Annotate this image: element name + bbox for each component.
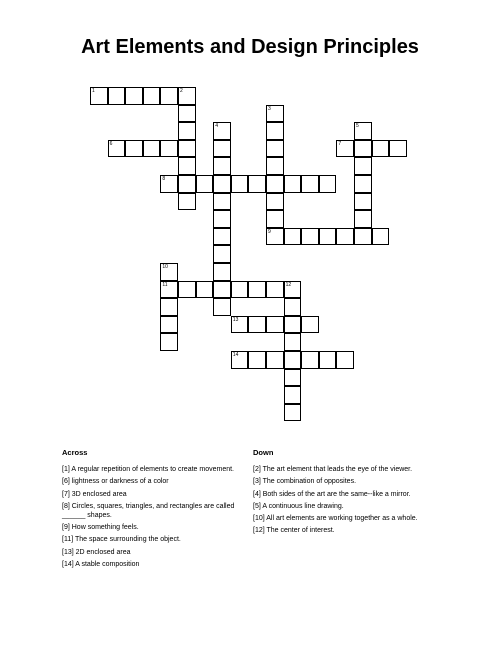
clue-number: 14	[232, 352, 239, 358]
down-clue-list	[253, 465, 443, 535]
grid-cell[interactable]	[389, 140, 407, 158]
clue-text: All art elements are working together as a whole.	[266, 515, 418, 523]
grid-cell[interactable]	[266, 228, 284, 246]
puzzle-title: Art Elements and Design Principles	[81, 36, 419, 58]
down-clue	[253, 477, 443, 486]
clue-text: The combination of opposites.	[262, 478, 357, 486]
across-clue	[62, 477, 252, 486]
clue-number: 1	[92, 88, 95, 94]
grid-cell[interactable]	[319, 175, 337, 193]
grid-cell[interactable]	[266, 175, 284, 193]
clue-text: 3D enclosed area	[71, 490, 127, 498]
down-heading: Down	[253, 448, 274, 457]
grid-cell[interactable]	[108, 140, 126, 158]
grid-cell[interactable]	[160, 333, 178, 351]
grid-cell[interactable]	[266, 157, 284, 175]
across-clue	[62, 560, 252, 569]
clue-ref: [12]	[253, 527, 265, 535]
clue-number: 3	[268, 105, 271, 112]
grid-cell[interactable]	[213, 157, 231, 175]
down-clue	[253, 465, 443, 474]
clue-ref: [1]	[62, 466, 70, 473]
grid-cell[interactable]	[354, 175, 372, 193]
grid-cell[interactable]	[284, 316, 302, 334]
clue-ref: [13]	[62, 548, 74, 556]
grid-cell[interactable]	[248, 281, 266, 299]
grid-cell[interactable]	[266, 105, 284, 123]
grid-cell[interactable]	[178, 281, 196, 299]
clue-text: The art element that leads the eye of the viewer.	[262, 466, 413, 473]
clue-number: 7	[338, 140, 342, 147]
clue-ref: [10]	[253, 515, 265, 523]
grid-cell[interactable]	[284, 281, 302, 299]
across-clue	[62, 465, 252, 474]
grid-cell[interactable]	[284, 228, 302, 246]
grid-cell[interactable]	[266, 193, 284, 211]
grid-cell[interactable]	[266, 316, 284, 334]
grid-cell[interactable]	[213, 140, 231, 158]
grid-cell[interactable]	[266, 351, 284, 369]
grid-cell[interactable]	[284, 369, 302, 387]
clue-text: How something feels.	[71, 524, 139, 532]
clue-ref: [14]	[62, 561, 74, 569]
clue-text: The space surrounding the object.	[74, 536, 181, 544]
clue-number: 10	[162, 264, 168, 270]
grid-cell[interactable]	[266, 140, 284, 158]
grid-cell[interactable]	[108, 87, 126, 105]
clue-text: 2D enclosed area	[75, 548, 131, 556]
grid-cell[interactable]	[196, 175, 214, 193]
clue-ref: [3]	[253, 478, 261, 486]
clue-number: 8	[162, 176, 166, 182]
grid-cell[interactable]	[266, 281, 284, 299]
down-clues	[253, 448, 443, 539]
grid-cell[interactable]	[301, 316, 319, 334]
grid-cell[interactable]	[354, 140, 372, 158]
clue-number: 4	[215, 123, 218, 130]
clue-ref: [2]	[253, 466, 261, 473]
clue-ref: [11]	[62, 536, 74, 544]
down-clue	[253, 502, 443, 511]
grid-cell[interactable]	[248, 316, 266, 334]
clue-number: 12	[285, 281, 292, 288]
grid-cell[interactable]	[213, 228, 231, 246]
grid-cell[interactable]	[178, 122, 196, 140]
grid-cell[interactable]	[90, 87, 108, 105]
grid-cell[interactable]	[372, 228, 390, 246]
grid-cell[interactable]	[213, 193, 231, 211]
grid-cell[interactable]	[354, 210, 372, 228]
clue-text: A regular repetition of elements to create movement.	[71, 466, 234, 473]
grid-cell[interactable]	[143, 87, 161, 105]
grid-cell[interactable]	[266, 122, 284, 140]
grid-cell[interactable]	[336, 228, 354, 246]
grid-cell[interactable]	[284, 298, 302, 316]
grid-cell[interactable]	[160, 281, 178, 299]
clue-ref: [8]	[62, 502, 70, 510]
grid-cell[interactable]	[301, 228, 319, 246]
grid-cell[interactable]	[354, 228, 372, 246]
grid-cell[interactable]	[125, 87, 143, 105]
clue-ref: [4]	[253, 490, 261, 498]
grid-cell[interactable]	[160, 298, 178, 316]
grid-cell[interactable]	[213, 245, 231, 263]
clue-ref: [7]	[62, 490, 70, 498]
grid-cell[interactable]	[231, 316, 249, 334]
clue-ref: [5]	[253, 502, 261, 510]
clue-text: A stable composition	[75, 561, 140, 569]
grid-cell[interactable]	[319, 228, 337, 246]
clue-text: Circles, squares, triangles, and rectangles are called ______ shapes.	[62, 502, 235, 519]
grid-cell[interactable]	[160, 316, 178, 334]
grid-cell[interactable]	[319, 351, 337, 369]
grid-cell[interactable]	[336, 351, 354, 369]
grid-cell[interactable]	[143, 140, 161, 158]
across-clue	[62, 490, 252, 499]
grid-cell[interactable]	[178, 87, 196, 105]
grid-cell[interactable]	[231, 281, 249, 299]
clue-ref: [6]	[62, 478, 70, 486]
grid-cell[interactable]	[248, 351, 266, 369]
grid-cell[interactable]	[160, 175, 178, 193]
grid-cell[interactable]	[284, 333, 302, 351]
across-clue	[62, 523, 252, 532]
grid-cell[interactable]	[178, 193, 196, 211]
grid-cell[interactable]	[266, 210, 284, 228]
clue-text: Both sides of the art are the same--like a mirror.	[262, 490, 411, 498]
clue-number: 2	[180, 88, 183, 94]
grid-cell[interactable]	[301, 351, 319, 369]
grid-cell[interactable]	[354, 157, 372, 175]
grid-cell[interactable]	[178, 157, 196, 175]
grid-cell[interactable]	[231, 175, 249, 193]
grid-cell[interactable]	[160, 263, 178, 281]
across-clues	[62, 448, 252, 572]
clue-number: 5	[356, 123, 359, 130]
grid-cell[interactable]	[372, 140, 390, 158]
grid-cell[interactable]	[196, 281, 214, 299]
clue-text: lightness or darkness of a color	[71, 478, 169, 486]
grid-cell[interactable]	[213, 298, 231, 316]
clue-text: The center of interest.	[266, 527, 335, 535]
grid-cell[interactable]	[354, 122, 372, 140]
grid-cell[interactable]	[213, 175, 231, 193]
clue-number: 11	[162, 281, 168, 288]
grid-cell[interactable]	[213, 263, 231, 281]
across-clue	[62, 502, 252, 520]
grid-cell[interactable]	[213, 122, 231, 140]
grid-cell[interactable]	[160, 87, 178, 105]
across-clue	[62, 548, 252, 557]
grid-cell[interactable]	[284, 351, 302, 369]
grid-cell[interactable]	[231, 351, 249, 369]
grid-cell[interactable]	[213, 210, 231, 228]
grid-cell[interactable]	[125, 140, 143, 158]
grid-cell[interactable]	[178, 140, 196, 158]
down-clue	[253, 514, 443, 523]
clue-ref: [9]	[62, 524, 70, 532]
grid-cell[interactable]	[284, 386, 302, 404]
grid-cell[interactable]	[160, 140, 178, 158]
clue-number: 13	[232, 316, 239, 323]
clue-text: A continuous line drawing.	[262, 502, 344, 510]
grid-cell[interactable]	[301, 175, 319, 193]
grid-cell[interactable]	[284, 175, 302, 193]
across-clue	[62, 535, 252, 544]
down-clue	[253, 490, 443, 499]
clue-number: 6	[109, 140, 113, 147]
grid-cell[interactable]	[178, 105, 196, 123]
grid-cell[interactable]	[178, 175, 196, 193]
grid-cell[interactable]	[336, 140, 354, 158]
grid-cell[interactable]	[213, 281, 231, 299]
grid-cell[interactable]	[354, 193, 372, 211]
grid-cell[interactable]	[248, 175, 266, 193]
clue-number: 9	[268, 228, 271, 235]
across-clue-list	[62, 465, 252, 569]
grid-cell[interactable]	[284, 404, 302, 422]
across-heading: Across	[62, 448, 88, 457]
down-clue	[253, 526, 443, 535]
